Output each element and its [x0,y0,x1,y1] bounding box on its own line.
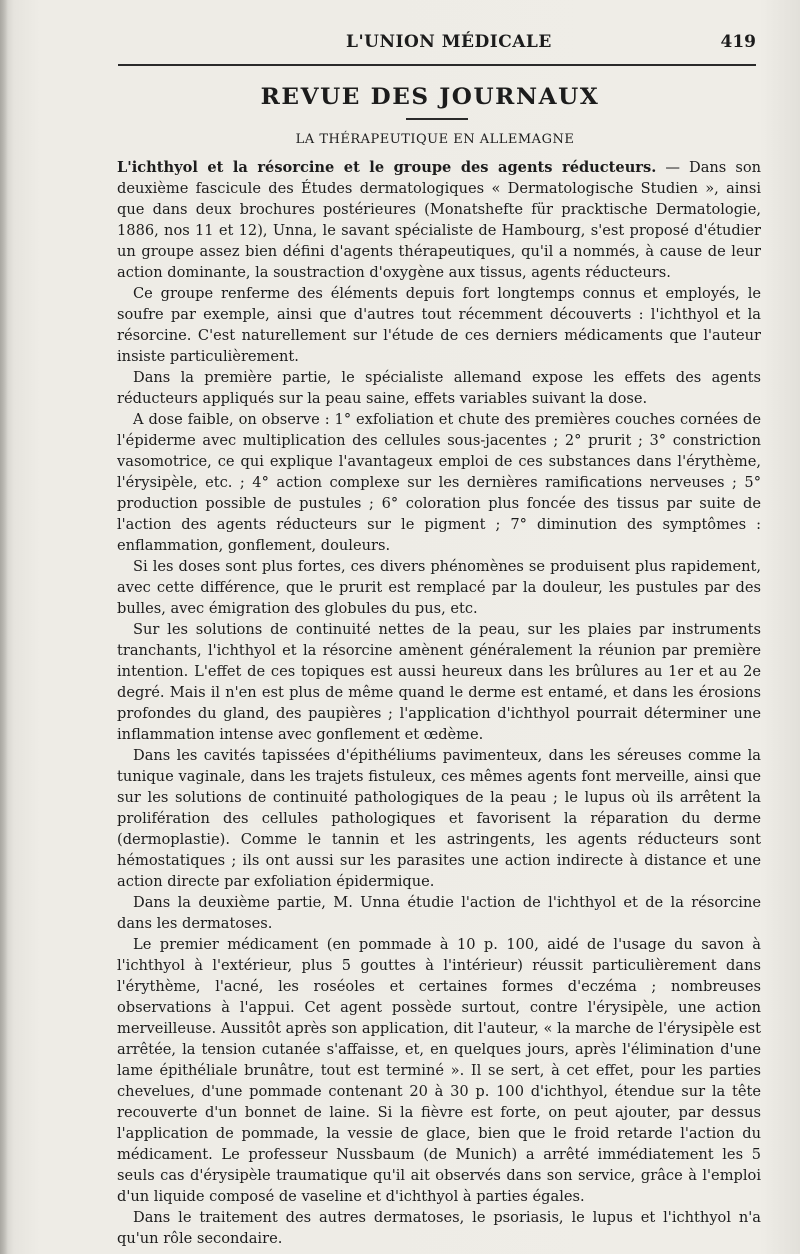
journal-title: L'UNION MÉDICALE [346,32,552,52]
paragraph [117,157,761,283]
paragraph: Dans les cavités tapissées d'épithéliums pavimenteux, dans les séreuses comme la tunique vaginale, dans les trajets fistuleux, ces mêmes agents font merveille, ainsi que sur les solutions de continuité pathologiques de la peau ; le lupus où ils arrêtent la prolifération des cellules pathologiques et favorisent la réparation du derme (dermoplastie). Comme le tannin et les astringents, les agents réducteurs sont hémostatiques ; ils ont aussi sur les parasites une action indirecte à distance et une action directe par exfoliation épidermique. [117,747,761,890]
paragraph: Dans le traitement des autres dermatoses, le psoriasis, le lupus et l'ichthyol n'a qu'un rôle secondaire. [117,1209,761,1247]
subsection-title: LA THÉRAPEUTIQUE EN ALLEMAGNE [295,132,575,147]
running-header [118,32,756,58]
paragraph: Dans la première partie, le spécialiste allemand expose les effets des agents réducteurs appliqués sur la peau saine, effets variables suivant la dose. [117,369,761,407]
article-lead: L'ichthyol et la résorcine et le groupe des agents réducteurs. [117,159,657,176]
title-rule [406,118,468,120]
paragraph: A dose faible, on observe : 1° exfoliation et chute des premières couches cornées de l'épiderme avec multiplication des cellules sous-jacentes ; 2° prurit ; 3° constriction vasomotrice, ce qui explique l'avantageux emploi de ces substances dans l'érythème, l'érysipèle, etc. ; 4° action complexe sur les dernières ramifications nerveuses ; 5° production possible de pustules ; 6° coloration plus foncée des tissus par suite de l'action des agents réducteurs sur le pigment ; 7° diminution des symptômes : enflammation, gonflement, douleurs. [117,411,761,554]
paragraph: Dans la deuxième partie, M. Unna étudie l'action de l'ichthyol et de la résorcine dans les dermatoses. [117,894,761,932]
paragraph: Le premier médicament (en pommade à 10 p. 100, aidé de l'usage du savon à l'ichthyol à l'extérieur, plus 5 gouttes à l'intérieur) réussit particulièrement dans l'érythème, l'acné, les roséoles et certaines formes d'eczéma ; nombreuses observations à l'appui. Cet agent possède surtout, contre l'érysipèle, une action merveilleuse. Aussitôt après son application, dit l'auteur, « la marche de l'érysipèle est arrêtée, la tension cutanée s'affaisse, et, en quelques jours, après l'élimination d'une lame épithéliale brunâtre, tout est terminé ». Il se sert, à cet effet, pour les parties chevelues, d'une pommade contenant 20 à 30 p. 100 d'ichthyol, étendue sur la tête recouverte d'un bonnet de laine. Si la fièvre est forte, on peut ajouter, par dessus l'application de pommade, la vessie de glace, bien que le froid retarde l'action du médicament. Le professeur Nussbaum (de Munich) a arrêté immédiatement les 5 seuls cas d'érysipèle traumatique qu'il ait observés dans son service, grâce à l'emploi d'un liquide composé de vaseline et d'ichthyol à parties égales. [117,936,761,1205]
paragraph: Si les doses sont plus fortes, ces divers phénomènes se produisent plus rapidement, avec cette différence, que le prurit est remplacé par la douleur, les pustules par des bulles, avec émigration des globules du pus, etc. [117,558,761,617]
paragraph: Ce groupe renferme des éléments depuis fort longtemps connus et employés, le soufre par exemple, ainsi que d'autres tout récemment découverts : l'ichthyol et la résorcine. C'est naturellement sur l'étude de ces derniers médicaments que l'auteur insiste particulièrement. [117,285,761,365]
paragraph: Sur les solutions de continuité nettes de la peau, sur les plaies par instruments tranchants, l'ichthyol et la résorcine amènent généralement la réunion par première intention. L'effet de ces topiques est aussi heureux dans les brûlures au 1er et au 2e degré. Mais il n'en est plus de même quand le derme est entamé, et dans les érosions profondes du gland, des paupières ; l'application d'ichthyol pourrait déterminer une inflammation intense avec gonflement et œdème. [117,621,761,743]
article-body [117,157,761,1249]
header-rule [118,64,756,66]
page-edge-shadow [0,0,8,1254]
paragraph-text: — Dans son deuxième fascicule des Études dermatologiques « Dermatologische Studien », ainsi que dans deux brochures postérieures (Monatshefte für pracktische Dermatologie, 1886, nos 11 et 12), Unna, le savant spécialiste de Hambourg, s'est proposé d'étudier un groupe assez bien défini d'agents thérapeutiques, qu'il a nommés, à cause de leur action dominante, la soustraction d'oxygène aux tissus, agents réducteurs. [117,159,761,281]
page-number: 419 [720,32,756,52]
section-title: REVUE DES JOURNAUX [260,84,600,110]
